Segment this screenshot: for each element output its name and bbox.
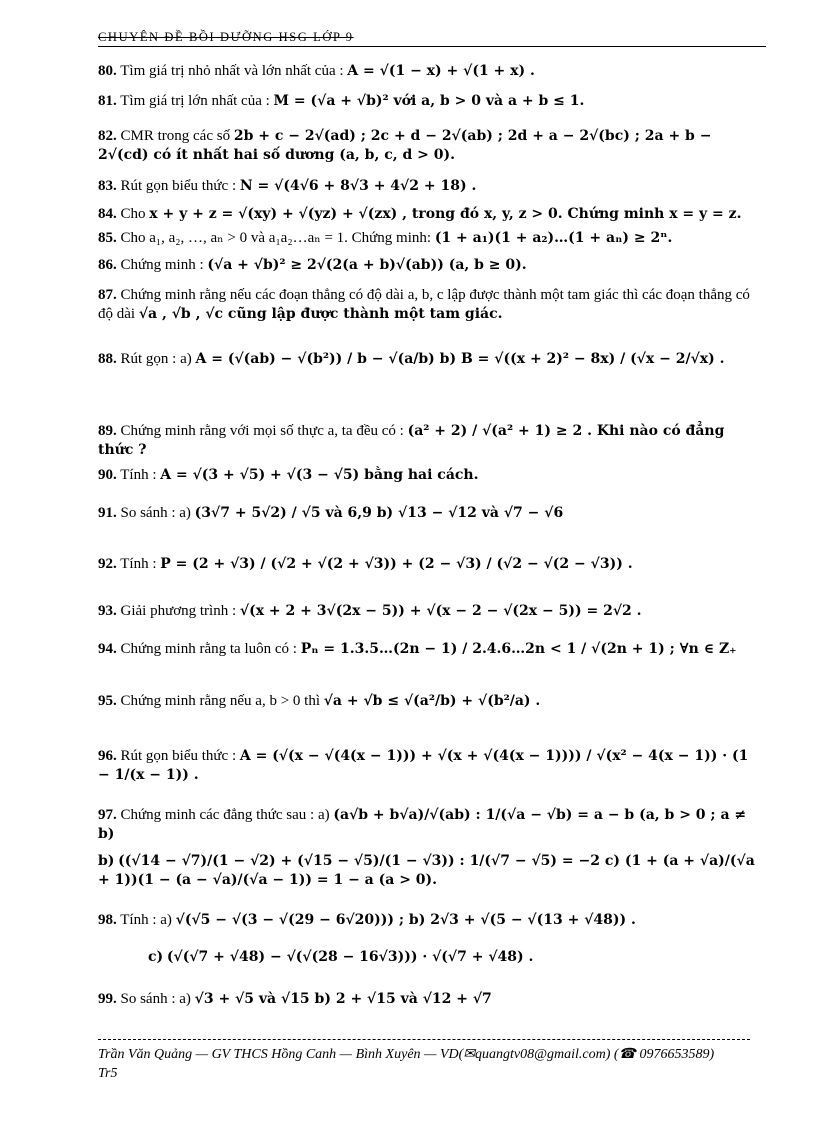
- formula: (√a + √b)² ≥ 2√(2(a + b)√(ab)) (a, b ≥ 0).: [207, 257, 527, 273]
- problem-97b: b) ((√14 − √7)/(1 − √2) + (√15 − √5)/(1 − √3)) : 1/(√7 − √5) = −2 c) (1 + (a + √a)/(√a + 1))(1 − (a − √a)/(√a − 1)) = 1 − a (a > 0).: [98, 853, 755, 888]
- formula: A = √(3 + √5) + √(3 − √5) bằng hai cách.: [160, 467, 479, 483]
- problem-90: 90. Tính : A = √(3 + √5) + √(3 − √5) bằng hai cách.: [98, 467, 479, 483]
- formula: (1 + a₁)(1 + a₂)…(1 + aₙ) ≥ 2ⁿ.: [434, 230, 673, 246]
- problem-98: 98. Tính : a) √(√5 − √(3 − √(29 − 6√20))) ; b) 2√3 + √(5 − √(13 + √48)) .: [98, 912, 636, 928]
- problem-83: 83. Rút gọn biểu thức : N = √(4√6 + 8√3 + 4√2 + 18) .: [98, 178, 477, 194]
- problem-95: 95. Chứng minh rằng nếu a, b > 0 thì √a + √b ≤ √(a²/b) + √(b²/a) .: [98, 693, 541, 709]
- problem-98c: c) (√(√7 + √48) − √(√(28 − 16√3))) · √(√7 + √48) .: [148, 949, 534, 965]
- problem-91: 91. So sánh : a) (3√7 + 5√2) / √5 và 6,9 b) √13 − √12 và √7 − √6: [98, 505, 564, 521]
- formula: (a² + 2) / √(a² + 1) ≥ 2 . Khi nào có đẳng thức ?: [98, 423, 725, 458]
- formula: (√(√7 + √48) − √(√(28 − 16√3))) · √(√7 + √48) .: [166, 949, 534, 965]
- footer-divider: [98, 1039, 750, 1040]
- problem-88: 88. Rút gọn : a) A = (√(ab) − √(b²)) / b − √(a/b) b) B = √((x + 2)² − 8x) / (√x − 2/√x) .: [98, 351, 725, 367]
- problem-99: 99. So sánh : a) √3 + √5 và √15 b) 2 + √15 và √12 + √7: [98, 991, 492, 1007]
- problem-96: 96. Rút gọn biểu thức : A = (√(x − √(4(x − 1))) + √(x + √(4(x − 1)))) / √(x² − 4(x − 1)) · (1 − 1/(x − 1)) .: [98, 748, 749, 783]
- formula: A = (√(x − √(4(x − 1))) + √(x + √(4(x − 1)))) / √(x² − 4(x − 1)) · (1 − 1/(x − 1)) .: [98, 748, 749, 783]
- formula: Pₙ = 1.3.5…(2n − 1) / 2.4.6…2n < 1 / √(2n + 1) ; ∀n ∈ Z₊: [300, 641, 737, 657]
- formula: √3 + √5 và √15 b) 2 + √15 và √12 + √7: [194, 991, 492, 1007]
- formula: √(x + 2 + 3√(2x − 5)) + √(x − 2 − √(2x − 5)) = 2√2 .: [239, 603, 642, 619]
- problem-93: 93. Giải phương trình : √(x + 2 + 3√(2x − 5)) + √(x − 2 − √(2x − 5)) = 2√2 .: [98, 603, 642, 619]
- formula: P = (2 + √3) / (√2 + √(2 + √3)) + (2 − √3) / (√2 − √(2 − √3)) .: [160, 556, 633, 572]
- page-header: CHUYÊN ĐỀ BỒI DƯỠNG HSG LỚP 9: [98, 30, 766, 47]
- formula: √a , √b , √c cũng lập được thành một tam giác.: [138, 306, 503, 322]
- footer-author: Trần Văn Quảng — GV THCS Hồng Canh — Bình Xuyên — VD(✉quangtv08@gmail.com) (☎ 0976653589): [98, 1047, 715, 1062]
- problem-94: 94. Chứng minh rằng ta luôn có : Pₙ = 1.3.5…(2n − 1) / 2.4.6…2n < 1 / √(2n + 1) ; ∀n ∈ Z₊: [98, 641, 737, 657]
- problem-82: 82. CMR trong các số 2b + c − 2√(ad) ; 2c + d − 2√(ab) ; 2d + a − 2√(bc) ; 2a + b − 2√(cd) có ít nhất hai số dương (a, b, c, d > 0).: [98, 128, 712, 163]
- problem-92: 92. Tính : P = (2 + √3) / (√2 + √(2 + √3)) + (2 − √3) / (√2 − √(2 − √3)) .: [98, 556, 633, 572]
- formula: A = (√(ab) − √(b²)) / b − √(a/b) b) B = √((x + 2)² − 8x) / (√x − 2/√x) .: [195, 351, 725, 367]
- formula: (3√7 + 5√2) / √5 và 6,9 b) √13 − √12 và √7 − √6: [194, 505, 564, 521]
- formula: 2b + c − 2√(ad) ; 2c + d − 2√(ab) ; 2d + a − 2√(bc) ; 2a + b − 2√(cd) có ít nhất hai số dương (a, b, c, d > 0).: [98, 128, 712, 163]
- formula: √(√5 − √(3 − √(29 − 6√20))) ; b) 2√3 + √(5 − √(13 + √48)) .: [175, 912, 636, 928]
- problem-87: 87. Chứng minh rằng nếu các đoạn thẳng có độ dài a, b, c lập được thành một tam giác thì các đoạn thẳng có độ dài √a , √b , √c cũng lập được thành một tam giác.: [98, 287, 750, 322]
- formula: ((√14 − √7)/(1 − √2) + (√15 − √5)/(1 − √3)) : 1/(√7 − √5) = −2 c) (1 + (a + √a)/(√a + 1))(1 − (a − √a)/(√a − 1)) = 1 − a (a > 0).: [98, 853, 755, 888]
- problem-85: 85. Cho a₁, a₂, …, aₙ > 0 và a₁a₂…aₙ = 1. Chứng minh: (1 + a₁)(1 + a₂)…(1 + aₙ) ≥ 2ⁿ.: [98, 230, 673, 246]
- problem-89: 89. Chứng minh rằng với mọi số thực a, ta đều có : (a² + 2) / √(a² + 1) ≥ 2 . Khi nào có đẳng thức ?: [98, 423, 725, 458]
- page-number: Tr5: [98, 1066, 118, 1081]
- formula: x + y + z = √(xy) + √(yz) + √(zx) , trong đó x, y, z > 0. Chứng minh x = y = z.: [149, 206, 742, 222]
- formula: √a + √b ≤ √(a²/b) + √(b²/a) .: [323, 693, 541, 709]
- problem-97a: 97. Chứng minh các đẳng thức sau : a) (a√b + b√a)/√(ab) : 1/(√a − √b) = a − b (a, b > 0 ; a ≠ b): [98, 807, 747, 842]
- formula: A = √(1 − x) + √(1 + x) .: [347, 63, 535, 79]
- problem-80: 80. Tìm giá trị nhỏ nhất và lớn nhất của : A = √(1 − x) + √(1 + x) .: [98, 63, 535, 79]
- formula: N = √(4√6 + 8√3 + 4√2 + 18) .: [239, 178, 477, 194]
- formula: M = (√a + √b)² với a, b > 0 và a + b ≤ 1.: [273, 93, 585, 109]
- problem-81: 81. Tìm giá trị lớn nhất của : M = (√a + √b)² với a, b > 0 và a + b ≤ 1.: [98, 93, 585, 109]
- problem-86: 86. Chứng minh : (√a + √b)² ≥ 2√(2(a + b)√(ab)) (a, b ≥ 0).: [98, 257, 527, 273]
- problem-84: 84. Cho x + y + z = √(xy) + √(yz) + √(zx) , trong đó x, y, z > 0. Chứng minh x = y = z.: [98, 206, 742, 222]
- formula: (a√b + b√a)/√(ab) : 1/(√a − √b) = a − b (a, b > 0 ; a ≠ b): [98, 807, 747, 842]
